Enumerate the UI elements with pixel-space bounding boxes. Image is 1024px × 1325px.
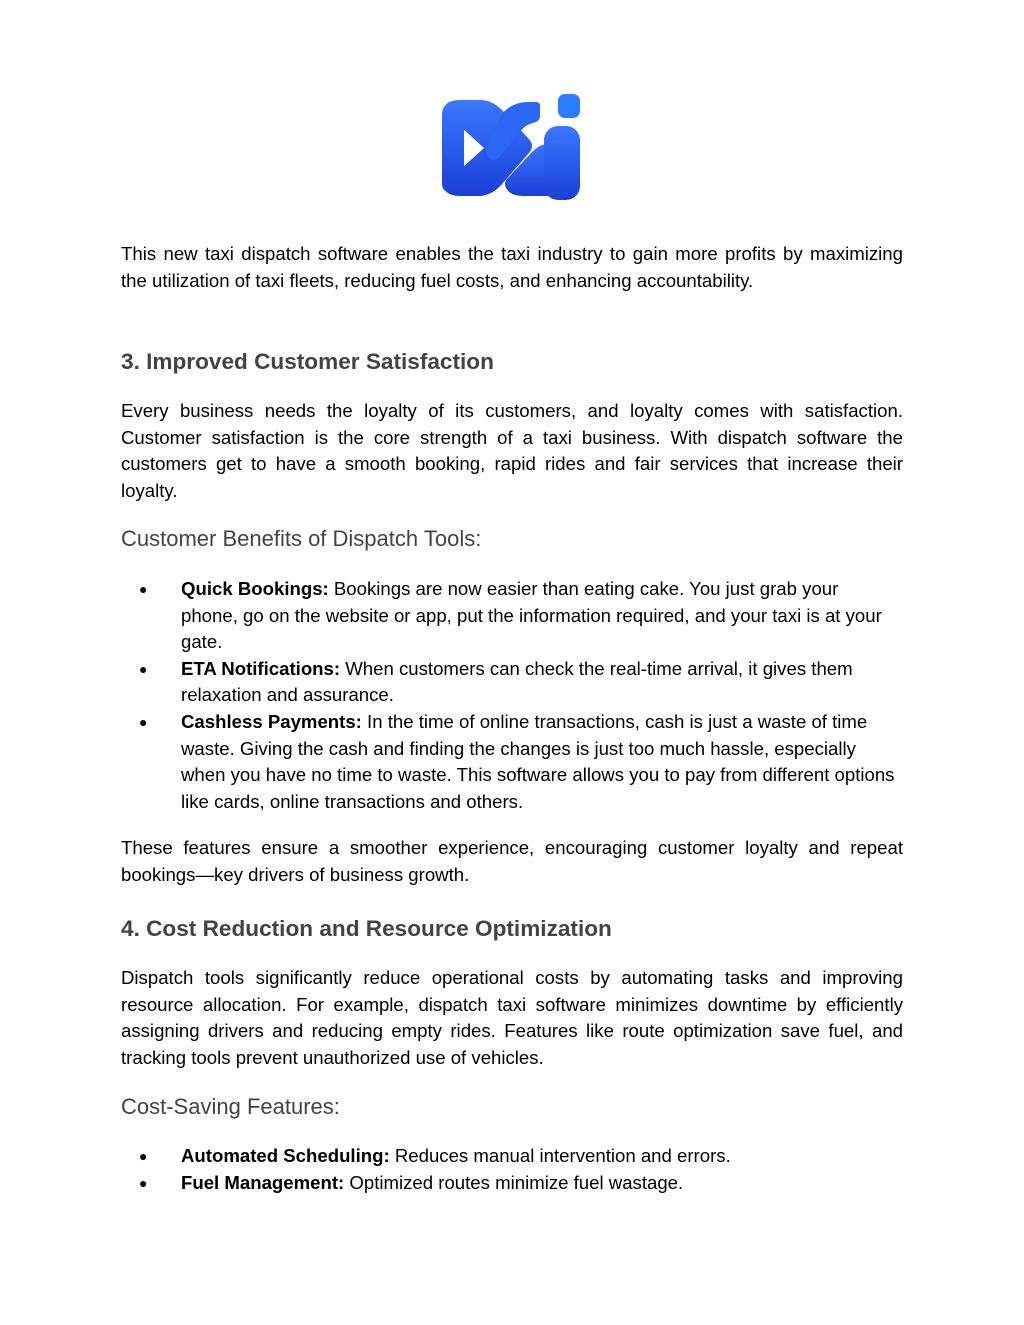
section-3-heading: 3. Improved Customer Satisfaction [121, 349, 494, 374]
list-item [121, 656, 903, 709]
bullet-text: Bookings are now easier than eating cake. You just grab your phone, go on the website or app, put the information required, and your taxi is at your gate. [181, 578, 882, 653]
list-item [121, 576, 903, 656]
list-item [121, 1170, 903, 1197]
bullet-icon: ● [139, 1174, 148, 1191]
bullet-text: Reduces manual intervention and errors. [389, 1145, 731, 1166]
bullet-text: Optimized routes minimize fuel wastage. [344, 1171, 684, 1193]
cost-saving-list [121, 1143, 903, 1196]
customer-benefits-subheading: Customer Benefits of Dispatch Tools: [121, 526, 482, 551]
bullet-icon: ● [139, 660, 148, 677]
bullet-term: Quick Bookings: [181, 578, 329, 599]
bullet-icon: ● [139, 713, 148, 730]
section-4-heading: 4. Cost Reduction and Resource Optimization [121, 916, 612, 941]
company-logo [440, 94, 582, 202]
cost-saving-subheading: Cost-Saving Features: [121, 1094, 340, 1119]
bullet-term: Automated Scheduling: [181, 1145, 390, 1166]
list-item [121, 1143, 903, 1170]
bullet-icon: ● [139, 1148, 148, 1164]
bullet-term: Cashless Payments: [181, 710, 362, 732]
customer-benefits-list [121, 576, 903, 815]
logo-mark-icon [440, 94, 582, 202]
section-4-paragraph: Dispatch tools significantly reduce operational costs by automating tasks and improving resource allocation. For example, dispatch taxi software minimizes downtime by efficiently assigning drivers and reducing empty rides. Features like route optimization save fuel, and tracking tools prevent unauthorized use of vehicles. [121, 967, 903, 1068]
bullet-term: Fuel Management: [181, 1171, 345, 1193]
bullet-text: When customers can check the real-time arrival, it gives them relaxation and assurance. [181, 657, 853, 706]
section-3-closing: These features ensure a smoother experience, encouraging customer loyalty and repeat bookings—key drivers of business growth. [121, 837, 903, 885]
intro-paragraph: This new taxi dispatch software enables the taxi industry to gain more profits by maximizing the utilization of taxi fleets, reducing fuel costs, and enhancing accountability. [121, 243, 903, 291]
bullet-text: In the time of online transactions, cash is just a waste of time waste. Giving the cash and finding the changes is just too much hassle, especially when you have no time to waste. This software allows you to pay from different options like cards, online transactions and others. [181, 710, 895, 812]
list-item [121, 709, 903, 815]
section-3-paragraph: Every business needs the loyalty of its customers, and loyalty comes with satisfaction. Customer satisfaction is the core strength of a taxi business. With dispatch software the customers get to have a smooth booking, rapid rides and fair services that increase their loyalty. [121, 400, 903, 501]
bullet-term: ETA Notifications: [181, 657, 341, 679]
bullet-icon: ● [139, 581, 148, 597]
